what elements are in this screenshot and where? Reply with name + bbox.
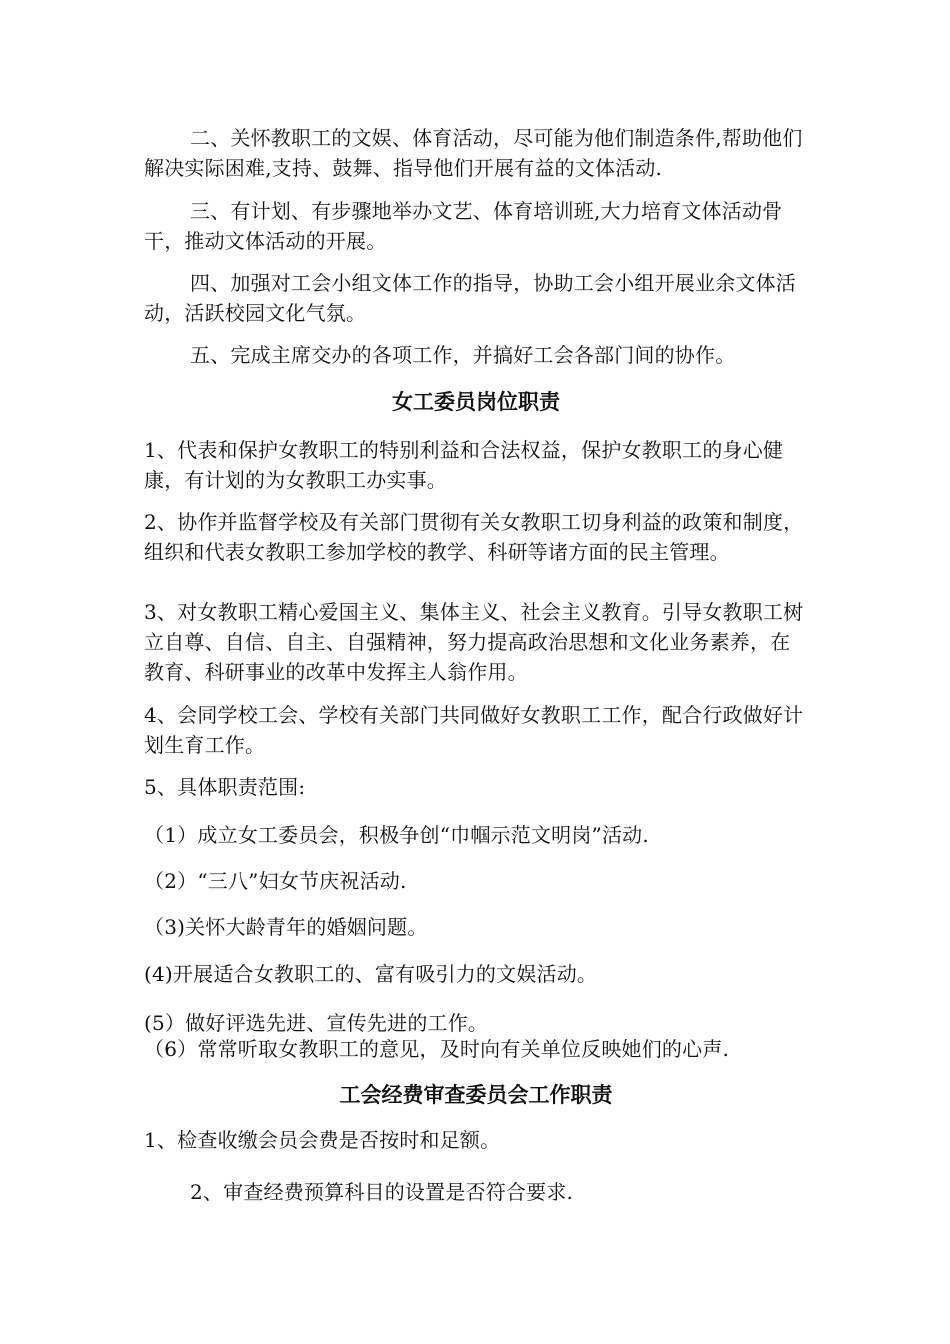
paragraph-item-4: 四、加强对工会小组文体工作的指导，协助工会小组开展业余文体活动，活跃校园文化气氛。: [144, 271, 796, 325]
paragraph-item-2: 二、关怀教职工的文娱、体育活动，尽可能为他们制造条件,帮助他们解决实际困难,支持、鼓舞、指导他们开展有益的文体活动.: [144, 126, 803, 180]
section-title-audit-committee: 工会经费审查委员会工作职责: [339, 1083, 613, 1107]
scope-item-3: （3)关怀大龄青年的婚姻问题。: [144, 915, 428, 939]
scope-item-4: (4)开展适合女教职工的、富有吸引力的文娱活动。: [144, 962, 598, 986]
scope-item-1: （1）成立女工委员会，积极争创“巾帼示范文明岗”活动.: [144, 823, 649, 847]
scope-item-2: （2）“三八”妇女节庆祝活动.: [144, 869, 407, 893]
duty-item-5: 5、具体职责范围:: [144, 775, 306, 799]
duty-item-1: 1、代表和保护女教职工的特别利益和合法权益，保护女教职工的身心健康，有计划的为女教职工办实事。: [144, 438, 784, 492]
duty-item-2: 2、协作并监督学校及有关部门贯彻有关女教职工切身利益的政策和制度，组织和代表女教职工参加学校的教学、科研等诸方面的民主管理。: [144, 510, 804, 564]
paragraph-item-5: 五、完成主席交办的各项工作，并搞好工会各部门间的协作。: [190, 343, 736, 367]
scope-item-6: （6）常常听取女教职工的意见，及时向有关单位反映她们的心声.: [144, 1037, 730, 1061]
scope-item-5: (5）做好评选先进、宣传先进的工作。: [144, 1011, 489, 1035]
audit-item-2: 2、审查经费预算科目的设置是否符合要求.: [190, 1180, 574, 1204]
audit-item-1: 1、检查收缴会员会费是否按时和足额。: [144, 1128, 501, 1152]
duty-item-3: 3、对女教职工精心爱国主义、集体主义、社会主义教育。引导女教职工树立自尊、自信、自主、自强精神，努力提高政治思想和文化业务素养，在教育、科研事业的改革中发挥主人翁作用。: [144, 600, 804, 684]
paragraph-item-3: 三、有计划、有步骤地举办文艺、体育培训班,大力培育文体活动骨干，推动文体活动的开展。: [144, 199, 783, 253]
duty-item-4: 4、会同学校工会、学校有关部门共同做好女教职工工作，配合行政做好计划生育工作。: [144, 703, 804, 757]
section-title-women-committee: 女工委员岗位职责: [392, 390, 560, 414]
